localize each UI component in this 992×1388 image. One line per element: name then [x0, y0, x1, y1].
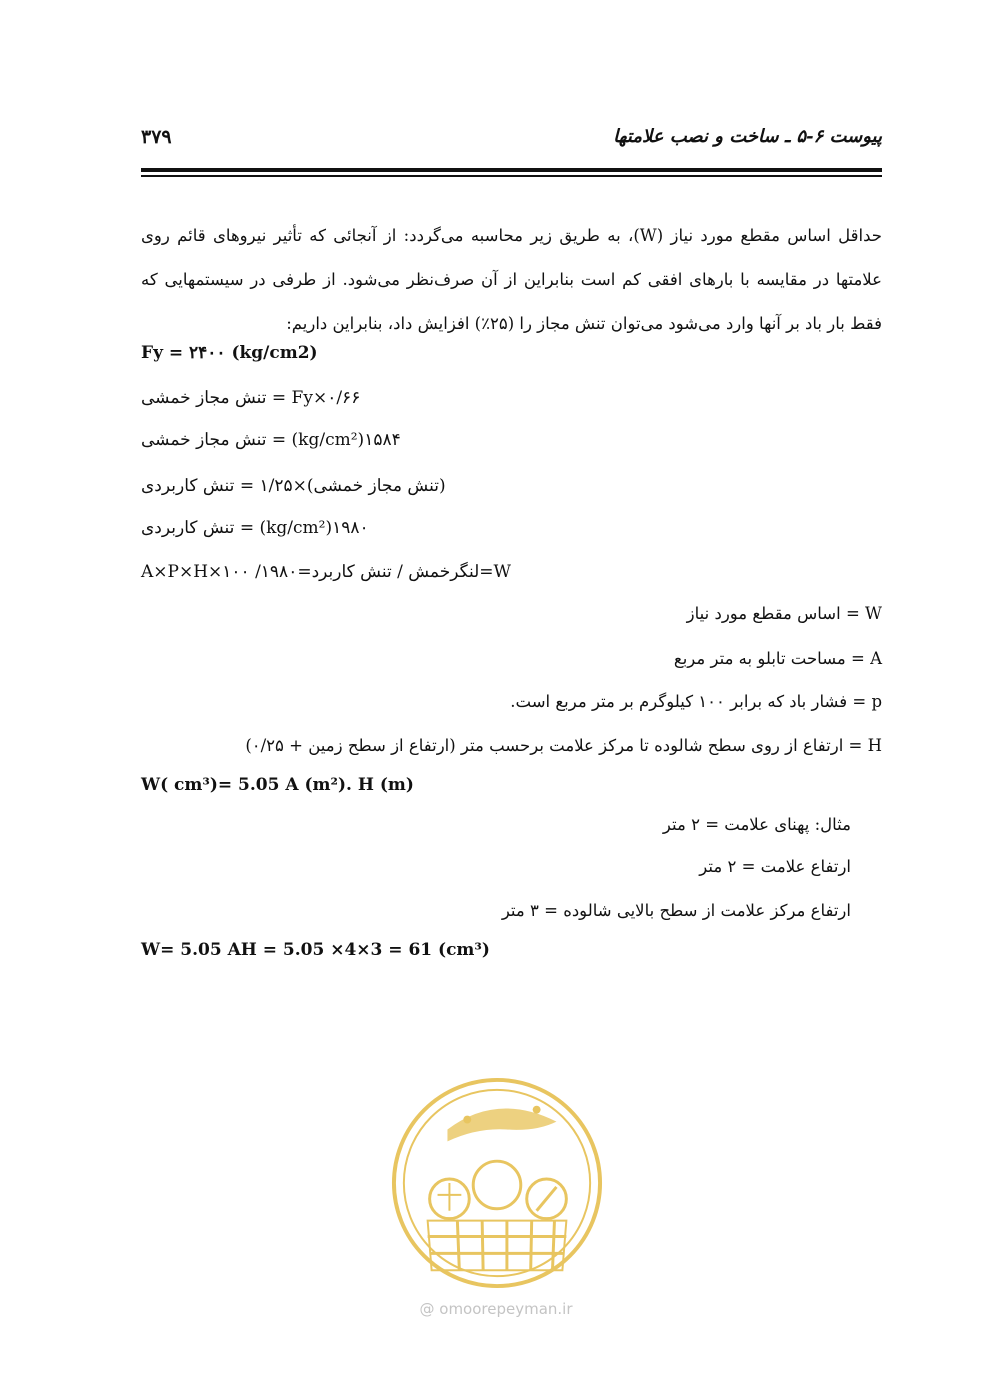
equation-section-modulus: W=لنگرخمش / تنش کاربرد=A×P×H×۱۰۰ /۱۹۸۰ [141, 562, 512, 582]
watermark-logo [388, 1072, 606, 1294]
definition-w: W = اساس مقطع مورد نیاز [686, 604, 882, 623]
watermark-website: @ omoorepeyman.ir [419, 1300, 573, 1318]
equation-working-stress: (تنش مجاز خمشی)×۱/۲۵ = تنش کاربردی [141, 476, 446, 496]
fy-equation: Fy = ۲۴۰۰ (kg/cm2) [141, 343, 318, 363]
page-number: ۳۷۹ [141, 126, 172, 148]
equation-allowable-stress-value: ۱۵۸۴(kg/cm²) = تنش مجاز خمشی [141, 430, 401, 450]
example-height: ارتفاع علامت = ۲ متر [699, 857, 851, 876]
intro-paragraph: حداقل اساس مقطع مورد نیاز (W)، به طریق زیر محاسبه می‌گردد: از آنجائی که تأثیر نیروهای قائم روی علامتها در مقایسه با بارهای افقی کم است بنابراین از آن صرف‌نظر می‌شود. از طرفی در سیستمهایی که فقط بار باد بر آنها وارد می‌شود می‌توان تنش مجاز را (۲۵٪) افزایش داد، بنابراین داریم: [141, 226, 882, 333]
definition-a: A = مساحت تابلو به متر مربع [673, 649, 882, 668]
section-modulus-formula: W( cm³)= 5.05 A (m²). H (m) [141, 775, 414, 795]
header-rule-thin [141, 175, 882, 177]
equation-working-stress-value: ۱۹۸۰(kg/cm²) = تنش کاربردی [141, 518, 369, 538]
example-center-height: ارتفاع مرکز علامت از سطح بالایی شالوده = ۳ متر [501, 901, 851, 920]
definition-h: H = ارتفاع از روی سطح شالوده تا مرکز علامت برحسب متر (ارتفاع از سطح زمین + ۰/۲۵) [245, 736, 882, 755]
example-width: مثال: پهنای علامت = ۲ متر [662, 815, 851, 834]
header-rule-thick [141, 168, 882, 172]
equation-allowable-stress: ۰/۶۶×Fy = تنش مجاز خمشی [141, 388, 361, 408]
header-title: پیوست ۶-۵ ـ ساخت و نصب علامتها [613, 126, 882, 147]
example-result: W= 5.05 AH = 5.05 ×4×3 = 61 (cm³) [141, 940, 490, 960]
definition-p: p = فشار باد که برابر ۱۰۰ کیلوگرم بر متر مربع است. [510, 692, 882, 711]
